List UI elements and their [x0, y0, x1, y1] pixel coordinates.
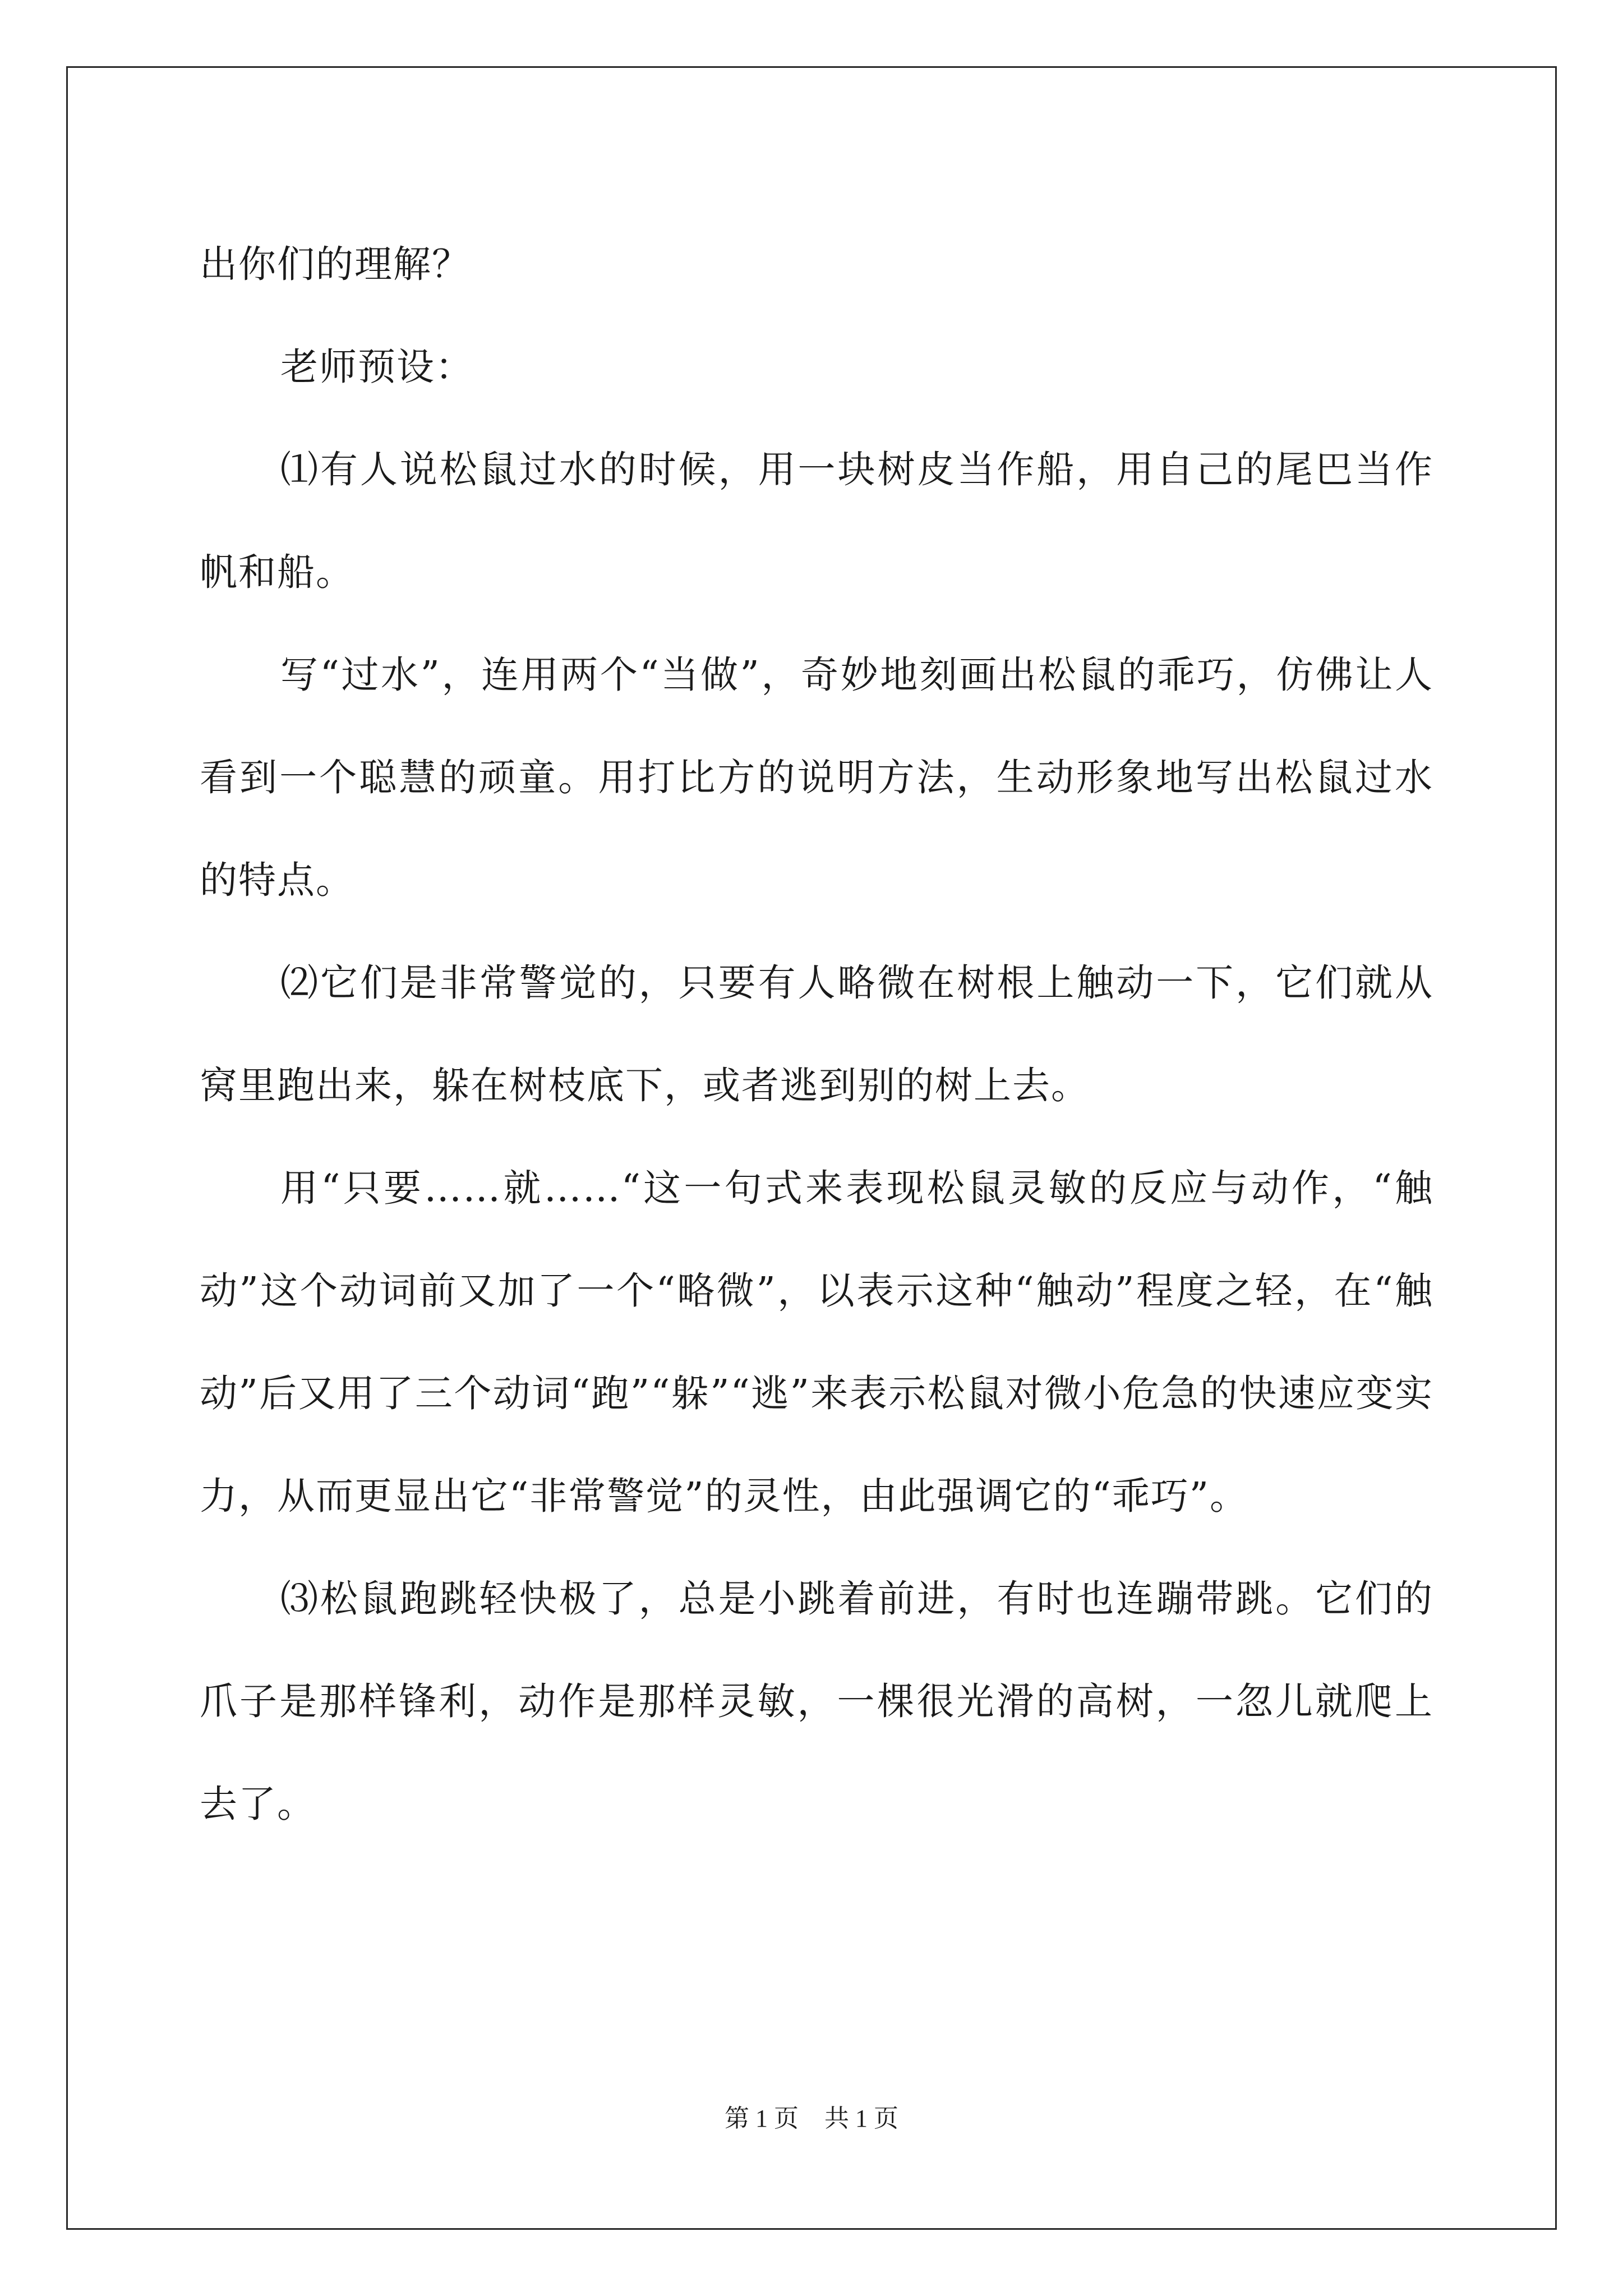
- paragraph-7: ⑶松鼠跑跳轻快极了，总是小跳着前进，有时也连蹦带跳。它们的爪子是那样锋利，动作是那样灵敏，一棵很光滑的高树，一忽儿就爬上去了。: [200, 1577, 1433, 1826]
- paragraph-6: 用“只要……就……“这一句式来表现松鼠灵敏的反应与动作，“触动”这个动词前又加了一个“略微”，以表示这种“触动”程度之轻，在“触动”后又用了三个动词“跑”“躲”“逃”来表示松鼠对微小危急的快速应变实力，从而更显出它“非常警觉”的灵性，由此强调它的“乖巧”。: [200, 1166, 1433, 1518]
- paragraph-1: 出你们的理解？: [200, 242, 471, 286]
- paragraph-3: ⑴有人说松鼠过水的时候，用一块树皮当作船，用自己的尾巴当作帆和船。: [200, 448, 1433, 594]
- paragraph-2: 老师预设：: [280, 345, 474, 389]
- paragraph-4: 写“过水”，连用两个“当做”，奇妙地刻画出松鼠的乖巧，仿佛让人看到一个聪慧的顽童。用打比方的说明方法，生动形象地写出松鼠过水的特点。: [200, 653, 1433, 902]
- document-body: [200, 213, 1433, 1856]
- page-total: 共 1 页: [824, 2105, 898, 2132]
- paragraph-5: ⑵它们是非常警觉的，只要有人略微在树根上触动一下，它们就从窝里跑出来，躲在树枝底下，或者逃到别的树上去。: [200, 961, 1433, 1107]
- page-number: 第 1 页: [725, 2105, 799, 2132]
- page-footer: [0, 2098, 1623, 2134]
